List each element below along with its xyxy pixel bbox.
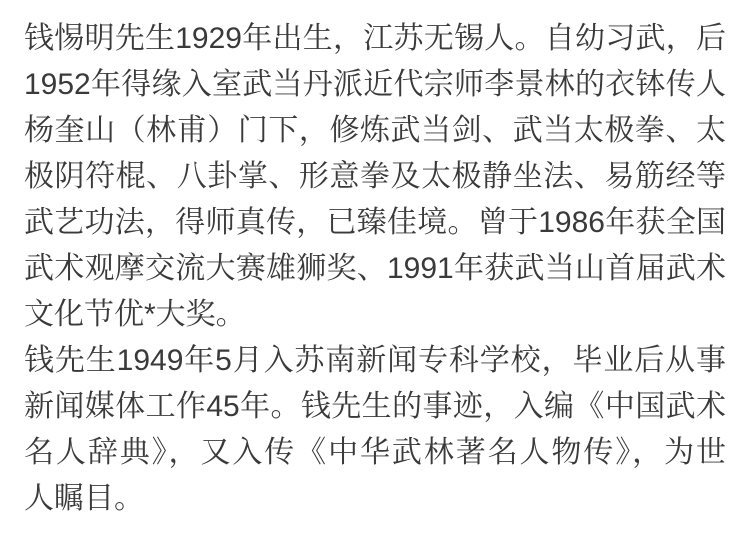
- text-line-11: 人瞩目。: [24, 482, 144, 515]
- text-line-9: 新闻媒体工作45年。钱先生的事迹，入编《中国武术: [24, 390, 726, 423]
- text-line-7: 文化节优*大奖。: [24, 298, 246, 331]
- text-line-2: 1952年得缘入室武当丹派近代宗师李景林的衣钵传人: [24, 68, 726, 101]
- text-line-10: 名人辞典》，又入传《中华武林著名人物传》，为世: [24, 436, 726, 469]
- text-line-8: 钱先生1949年5月入苏南新闻专科学校，毕业后从事: [24, 344, 726, 377]
- text-line-6: 武术观摩交流大赛雄狮奖、1991年获武当山首届武术: [24, 252, 726, 285]
- text-line-4: 极阴符棍、八卦掌、形意拳及太极静坐法、易筋经等: [24, 160, 726, 193]
- text-line-3: 杨奎山（林甫）门下，修炼武当剑、武当太极拳、太: [24, 114, 726, 147]
- text-line-1: 钱惕明先生1929年出生，江苏无锡人。自幼习武，后: [24, 22, 726, 55]
- text-line-5: 武艺功法，得师真传，已臻佳境。曾于1986年获全国: [24, 206, 726, 239]
